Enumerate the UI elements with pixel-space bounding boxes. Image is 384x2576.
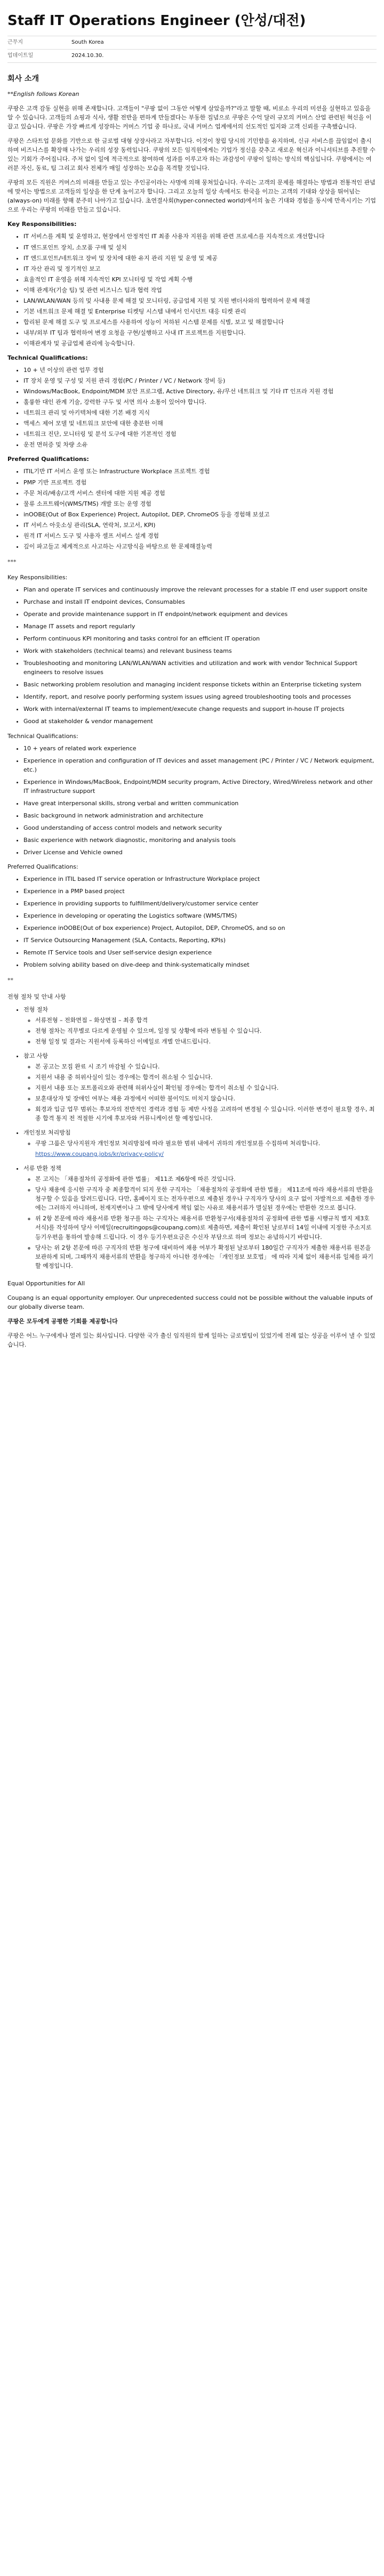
meta-row-location — [7, 36, 377, 50]
korean-section — [7, 220, 377, 550]
list-item: • 깊이 파고들고 체계적으로 사고하는 사고방식을 바탕으로 한 문제해결능력 — [23, 542, 377, 551]
list-item: • Problem solving ability based on dive-deep and think-systematically mindset — [23, 960, 377, 969]
notice-item: ◦ 본 고지는 「채용절차의 공정화에 관한 법률」 제11조 제6항에 따른 것입니다. — [35, 1174, 377, 1184]
list-item: • Plan and operate IT services and continuously improve the relevant processes for a stable IT end user support onsite — [23, 585, 377, 594]
list-item: • LAN/WLAN/WAN 등의 및 사내용 문제 해결 및 모니터링, 공급업체 지원 및 지원 벤더사와의 협력하여 문제 해결 — [23, 296, 377, 305]
list-item: • 효율적인 IT 운영을 위해 지속적인 KPI 모니터링 및 작업 계획 수행 — [23, 275, 377, 284]
list-item: • IT Service Outsourcing Management (SLA, Contacts, Reporting, KPIs) — [23, 936, 377, 945]
notice-item: ◦ 당사는 위 2항 본문에 따른 구직자의 반환 청구에 대비하여 채용 여부가 확정된 날로부터 180일간 구직자가 제출한 채용서류 원본을 보관하게 되며, 그때까지 채용서류의 반환을 청구하지 아니한 경우에는 「개인정보 보호법」 에 따라 지체 없이 채용서류 일체를 파기할 예정입니다. — [35, 1243, 377, 1270]
meta-table — [7, 36, 377, 63]
list-item: • Experience in operation and configuration of IT devices and asset management (PC / Printer / VC / Network equipment, etc.) — [23, 756, 377, 774]
notice-item: ◦ 당사 채용에 응시한 구직자 중 최종합격이 되지 못한 구직자는 「채용절차의 공정화에 관한 법률」 제11조에 따라 채용서류의 반환을 청구할 수 있음을 알려드립니다. 다만, 홈페이지 또는 전자우편으로 제출된 경우나 구직자가 당사의 요구 없이 자발적으로 제출한 경우에는 그러하지 아니하며, 천재지변이나 그 밖에 당사에게 책임 없는 사유로 채용서류가 멸실된 경우에는 반환한 것으로 봅니다. — [35, 1185, 377, 1212]
meta-key: 업데이트일 — [7, 53, 34, 59]
company-heading: 회사 소개 — [7, 75, 39, 84]
list-item: • Work with internal/external IT teams to implement/execute change requests and support in-house IT projects — [23, 704, 377, 714]
list-item: • Good at stakeholder & vendor management — [23, 717, 377, 726]
list-item: • Experience in developing or operating the Logistics software (WMS/TMS) — [23, 911, 377, 920]
list-item: • 10 + 년 이상의 관련 업무 경험 — [23, 366, 377, 375]
separator: *** — [7, 558, 17, 565]
notice-item: ◦ 전형 일정 및 결과는 지원서에 등록하신 이메일로 개별 안내드립니다. — [35, 1037, 377, 1046]
english-note: **English follows Korean — [7, 90, 79, 98]
list-item: • Driver License and Vehicle owned — [23, 848, 377, 857]
intro-paragraph: 쿠팡은 고객 감동 실현을 위해 존재합니다. 고객들이 "쿠팡 없이 그동안 어떻게 살았을까?"라고 말할 때, 비로소 우리의 미션을 실현하고 있음을 알 수 있습니다. 고객들의 쇼핑과 식사, 생활 전반을 편하게 만들겠다는 부동한 집념으로 쿠팡은 수억 달러 규모의 커머스 산업 관련된 혁신을 이끌고 있습니다. 쿠팡은 가장 빠르게 성장하는 커머스 기업 중 하나로, 국내 커머스 업계에서의 선도적인 입지와 고객 신뢰를 구축했습니다. — [7, 104, 372, 131]
list-item: • Experience in ITIL based IT service operation or Infrastructure Workplace project — [23, 874, 377, 884]
notice-section — [7, 992, 377, 1270]
notice-item: ◦ 서류전형 – 전화면접 – 화상면접 – 최종 합격 — [35, 1016, 377, 1025]
list-item: • 원격 IT 서비스 도구 및 사용자 셀프 서비스 설계 경험 — [23, 531, 377, 540]
privacy-policy-link[interactable]: https://www.coupang.jobs/kr/privacy-policy/ — [35, 1151, 164, 1158]
list-item: • Experience in providing supports to fulfillment/delivery/customer service center — [23, 899, 377, 908]
list-item: • PMP 기반 프로젝트 경험 — [23, 478, 377, 487]
en-preferred-heading: Preferred Qualifications: — [7, 863, 78, 871]
notice-item: ◦ 위 2항 본문에 따라 채용서류 반환 청구를 하는 구직자는 채용서류 반환청구서(채용절차의 공정화에 관한 법률 시행규칙 별지 제3호 서식)를 작성하여 당사 이메일(recruitingops@coupang.com)로 제출하면, 제출이 확인된 날로부터 14일 이내에 지정한 주소지로 등기우편을 통하여 발송해 드립니다. 이 경우 등기우편요금은 수신자 부담으로 하며 정보는 유념하시기 바랍니다. — [35, 1214, 377, 1241]
list-item: • 훌륭한 대인 관계 기술, 강력한 구두 및 서면 의사 소통이 있어야 합니다. — [23, 398, 377, 407]
list-item: • 액세스 제어 모델 및 네트워크 보안에 대한 충분한 이해 — [23, 419, 377, 428]
ko-preferred-heading: Preferred Qualifications: — [7, 456, 89, 463]
notice-group-items — [23, 1016, 377, 1046]
list-item: • Have great interpersonal skills, strong verbal and written communication — [23, 799, 377, 808]
intro-paragraph: 쿠팡의 모든 직원은 커머스의 미래를 만들고 있는 주인공이라는 사명에 의해 뭉쳐있습니다. 우리는 고객의 문제를 해결하는 방법과 전통적인 관념에 맞서는 방법으로 고객들의 일상을 한 단계 높이고자 합니다. 그리고 오늘의 일상 속에서도 한국을 이끄는 고객의 기대와 상상을 뛰어넘는(always-on) 미래를 향해 분주히 나아가고 있습니다. 초연결사회(hyper-connected world)에서의 높은 기대와 경험을 동시에 만족시키는 기업으로 우리는 쿠팡의 미래를 만들고 있습니다. — [7, 179, 376, 214]
en-responsibilities-list — [7, 585, 377, 726]
notice-group-title: 개인정보 처리방침 — [23, 1129, 71, 1137]
eo-text: Coupang is an equal opportunity employer. Our unprecedented success could not be possible without the valuable inputs of our globally diverse team. — [7, 1294, 373, 1310]
list-item: • 운전 면허증 및 차량 소유 — [23, 440, 377, 449]
meta-key: 근무지 — [7, 39, 23, 46]
notice-item: ◦ 전형 절차는 직무별로 다르게 운영될 수 있으며, 일정 및 상황에 따라 변동될 수 있습니다. — [35, 1026, 377, 1035]
list-item: • inOOBE(Out of Box Experience) Project, Autopilot, DEP, ChromeOS 등을 경험해 보셨고 — [23, 510, 377, 519]
notice-groups — [7, 1005, 377, 1270]
list-item: • IT 장치 운영 및 구성 및 지원 관리 경험(PC / Printer / VC / Network 장비 등) — [23, 376, 377, 385]
notice-group — [23, 1128, 377, 1159]
en-technical-heading: Technical Qualifications: — [7, 732, 78, 740]
closing-heading: 쿠팡은 모두에게 공평한 기회를 제공합니다 — [7, 1317, 118, 1325]
list-item: • 내부/외부 IT 팀과 협력하여 변경 요청을 구현/실행하고 사내 IT 프로젝트를 지원합니다. — [23, 328, 377, 337]
list-item: • Remote IT Service tools and User self-service design experience — [23, 948, 377, 957]
notice-item: ◦ 보훈대상자 및 장애인 여부는 채용 과정에서 어떠한 불이익도 미치지 않습니다. — [35, 1094, 377, 1103]
list-item: • 합리된 문제 해결 도구 및 프로세스를 사용하여 성능이 저하된 시스템 문제를 식별, 보고 및 해결합니다 — [23, 318, 377, 327]
list-item: • 기본 네트워크 문제 해결 및 Enterprise 티켓팅 시스템 내에서 인시던트 대응 티켓 관리 — [23, 307, 377, 316]
list-item: • Troubleshooting and monitoring LAN/WLAN/WAN activities and utilization and work with vendor Technical Support engineers to resolve issues — [23, 659, 377, 677]
notice-group-title: 서류 반환 정책 — [23, 1165, 61, 1172]
list-item: • IT 엔드포인트 장치, 소모품 구매 및 설치 — [23, 243, 377, 252]
en-responsibilities-heading: Key Responsibilities: — [7, 573, 68, 581]
notice-item: ◦ 회경과 입금 업무 범위는 후보자의 전반적인 경력과 경험 등 제반 사정을 고려하여 변경될 수 있습니다. 이러한 변경이 필요할 경우, 최종 합격 통지 전 적절한 시기에 후보자와 커뮤니케이션 할 예정입니다. — [35, 1105, 377, 1123]
ko-responsibilities-heading: Key Responsibilities: — [7, 221, 77, 228]
en-technical-list — [7, 744, 377, 857]
notice-group — [23, 1164, 377, 1270]
list-item: • 네트워크 진단, 모니터링 및 분석 도구에 대한 기본적인 경험 — [23, 430, 377, 439]
list-item: • Work with stakeholders (technical teams) and relevant business teams — [23, 646, 377, 655]
notice-group-title: 참고 사항 — [23, 1052, 49, 1059]
english-section — [7, 573, 377, 970]
list-item: • Experience in Windows/MacBook, Endpoint/MDM security program, Active Directory, Wired/Wireless network and other IT infrastructure support — [23, 777, 377, 796]
en-preferred-list — [7, 874, 377, 969]
list-item: • IT 엔드포인트/네트워크 장비 및 장치에 대한 유지 관리 지원 및 운영 및 제공 — [23, 254, 377, 263]
list-item: • IT 서비스를 계획 및 운영하고, 현장에서 안정적인 IT 최종 사용자 지원을 위해 관련 프로세스를 지속적으로 개선합니다 — [23, 232, 377, 241]
ko-technical-list — [7, 366, 377, 449]
privacy-link-item — [35, 1149, 377, 1159]
list-item: • Experience inOOBE(Out of box experience) Project, Autopilot, DEP, ChromeOS, and so on — [23, 924, 377, 933]
list-item: • Windows/MacBook, Endpoint/MDM 보안 프로그램, Active Directory, 유/무선 네트워크 및 기타 IT 인프라 지원 경험 — [23, 387, 377, 396]
list-item: • Basic background in network administration and architecture — [23, 811, 377, 820]
eo-heading: Equal Opportunities for All — [7, 1279, 85, 1287]
list-item: • Basic networking problem resolution and managing incident response tickets within an Enterprise ticketing system — [23, 680, 377, 689]
meta-value: 2024.10.30. — [71, 53, 104, 59]
list-item: • Manage IT assets and report regularly — [23, 622, 377, 631]
notice-group-items — [23, 1062, 377, 1123]
list-item: • 이해관계자 및 공급업체 관리에 능숙합니다. — [23, 339, 377, 348]
page-title: Staff IT Operations Engineer (안성/대전) — [7, 13, 306, 29]
closing-text: 쿠팡은 어느 누구에게나 열려 있는 회사입니다. 다양한 국가 출신 임직원의 함께 일하는 글로벌팀이 있었기에 전례 없는 성공을 이루어 낼 수 있었습니다. — [7, 1332, 375, 1348]
ko-responsibilities-list — [7, 232, 377, 348]
list-item: • Good understanding of access control models and network security — [23, 823, 377, 832]
list-item: • Identify, report, and resolve poorly performing system issues using agreed troubleshooting tools and processes — [23, 692, 377, 701]
list-item: • Basic experience with network diagnostic, monitoring and analysis tools — [23, 836, 377, 845]
notice-group — [23, 1005, 377, 1046]
list-item: • 주문 처리/배송/고객 서비스 센터에 대한 지원 제공 경험 — [23, 489, 377, 498]
list-item: • ITIL기반 IT 서비스 운영 또는 Infrastructure Workplace 프로젝트 경험 — [23, 467, 377, 476]
notice-heading: 전형 절차 및 안내 사항 — [7, 993, 66, 1001]
list-item: • IT 서비스 아웃소싱 관리(SLA, 연락처, 보고서, KPI) — [23, 521, 377, 530]
list-item: • Experience in a PMP based project — [23, 887, 377, 896]
notice-group-items — [23, 1139, 377, 1159]
separator: ** — [7, 977, 13, 984]
list-item: • Perform continuous KPI monitoring and tasks control for an efficient IT operation — [23, 634, 377, 643]
notice-group-title: 전형 절차 — [23, 1006, 49, 1013]
notice-item: ◦ 본 공고는 모집 완료 시 조기 마감될 수 있습니다. — [35, 1062, 377, 1071]
equal-opportunity-section — [7, 1279, 377, 1349]
meta-row-updated — [7, 50, 377, 63]
notice-item: ◦ 지원서 내용 중 허위사실이 있는 경우에는 합격이 취소될 수 있습니다. — [35, 1073, 377, 1082]
ko-technical-heading: Technical Qualifications: — [7, 354, 88, 361]
meta-value: South Korea — [71, 39, 104, 46]
list-item: • 네트워크 관리 및 아키텍처에 대한 기본 배경 지식 — [23, 408, 377, 417]
list-item: • 이해 관계자(기술 팀) 및 관련 비즈니스 팀과 협력 작업 — [23, 286, 377, 295]
notice-group — [23, 1051, 377, 1123]
notice-item: ◦ 지원서 내용 또는 포트폴리오와 관련해 허위사실이 확인될 경우에는 합격이 취소될 수 있습니다. — [35, 1083, 377, 1092]
list-item: • IT 자산 관리 및 정기적인 보고 — [23, 264, 377, 273]
ko-preferred-list — [7, 467, 377, 550]
list-item: • Purchase and install IT endpoint devices, Consumables — [23, 597, 377, 606]
list-item: • 10 + years of related work experience — [23, 744, 377, 753]
intro-paragraph: 쿠팡은 스타트업 문화를 기반으로 한 글로벌 대형 상장사라고 자부합니다. 이것이 창립 당시의 기민함을 유지하며, 신규 서비스를 끊임없이 출시하며 비즈니스를 확장해 나가는 우리의 성장 동력입니다. 쿠팡의 모든 임직원에게는 기업가 정신을 갖추고 새로운 혁신과 이니셔티브를 추진할 수 있는 기회가 주어집니다. 주저 없이 일에 적극적으로 참여하며 성과를 이루고자 하는 과감성이 쿠팡이 일하는 방식의 핵심입니다. 쿠팡에서는 여러분 자신, 동료, 팀 그리고 회사 전체가 매일 성장하는 모습을 목격할 것입니다. — [7, 137, 375, 172]
list-item: • Operate and provide maintenance support in IT endpoint/network equipment and devices — [23, 610, 377, 619]
notice-item: ◦ 쿠팡 그룹은 당사지원자 개인정보 처리방침에 따라 필요한 범위 내에서 귀하의 개인정보를 수집하며 처리합니다. — [35, 1139, 377, 1148]
list-item: • 물류 소프트웨어(WMS/TMS) 개발 또는 운영 경험 — [23, 499, 377, 508]
notice-group-items — [23, 1174, 377, 1270]
